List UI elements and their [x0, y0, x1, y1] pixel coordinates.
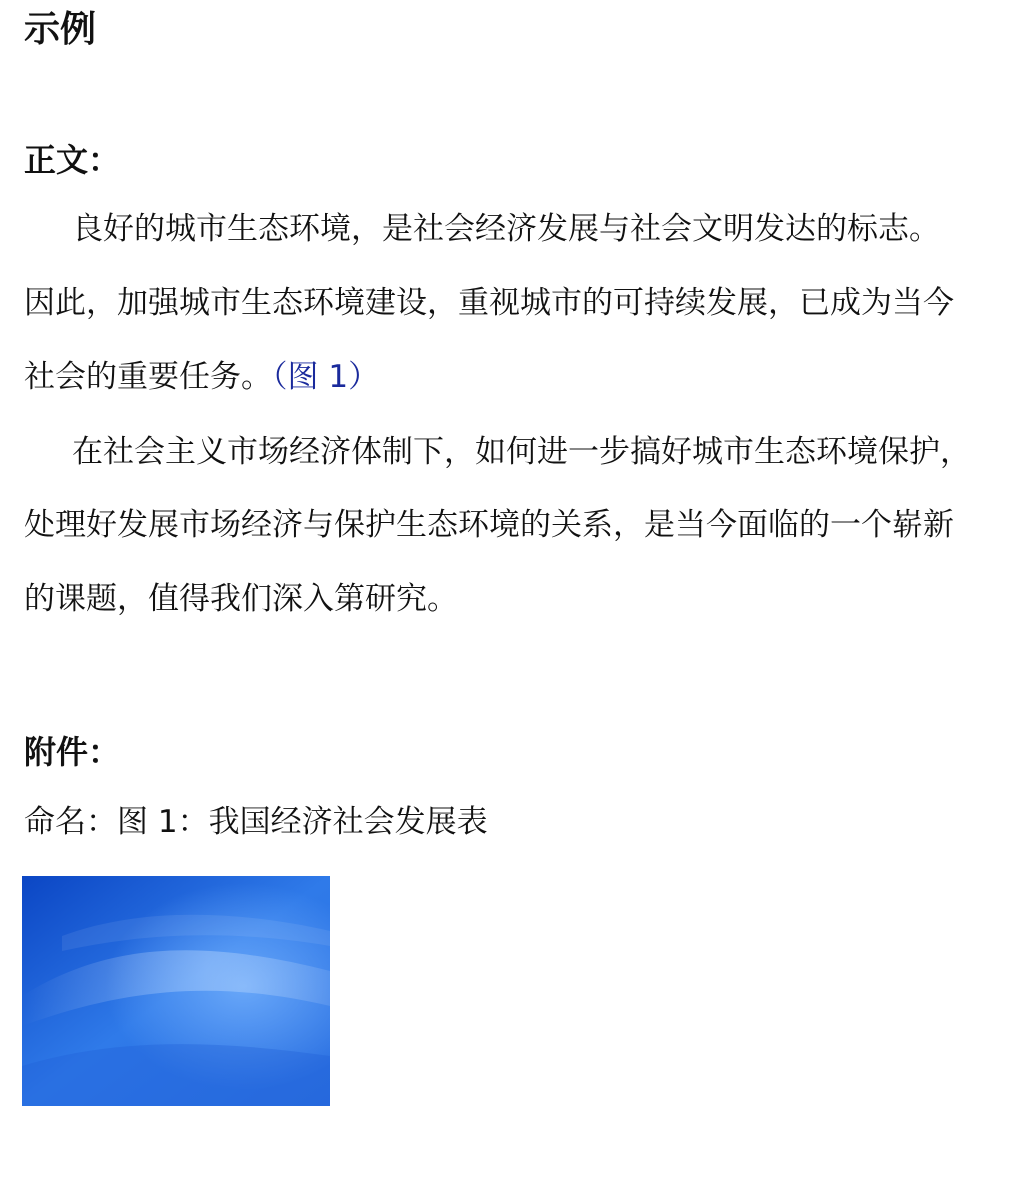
paragraph-1-line-3-text: 社会的重要任务。 — [24, 359, 272, 395]
figure-1-reference-link[interactable]: （图 1） — [272, 359, 380, 395]
attachment-section-label: 附件： — [24, 733, 121, 771]
paragraph-2-line-2: 处理好发展市场经济与保护生态环境的关系，是当今面临的一个崭新 — [24, 507, 954, 543]
body-section-label: 正文： — [24, 141, 121, 179]
figure-caption: 命名：图 1：我国经济社会发展表 — [24, 804, 488, 840]
paragraph-1-line-3 — [24, 357, 379, 397]
figure-1-image[interactable] — [22, 876, 330, 1106]
paragraph-1-line-2: 因此，加强城市生态环境建设，重视城市的可持续发展，已成为当今 — [24, 285, 954, 321]
paragraph-2-line-3: 的课题，值得我们深入第研究。 — [24, 581, 458, 617]
document-title: 示例 — [24, 9, 97, 50]
paragraph-1-line-1: 良好的城市生态环境，是社会经济发展与社会文明发达的标志。 — [72, 211, 940, 247]
paragraph-2-line-1: 在社会主义市场经济体制下，如何进一步搞好城市生态环境保护， — [72, 434, 971, 470]
abstract-blue-wave-image — [22, 876, 330, 1106]
